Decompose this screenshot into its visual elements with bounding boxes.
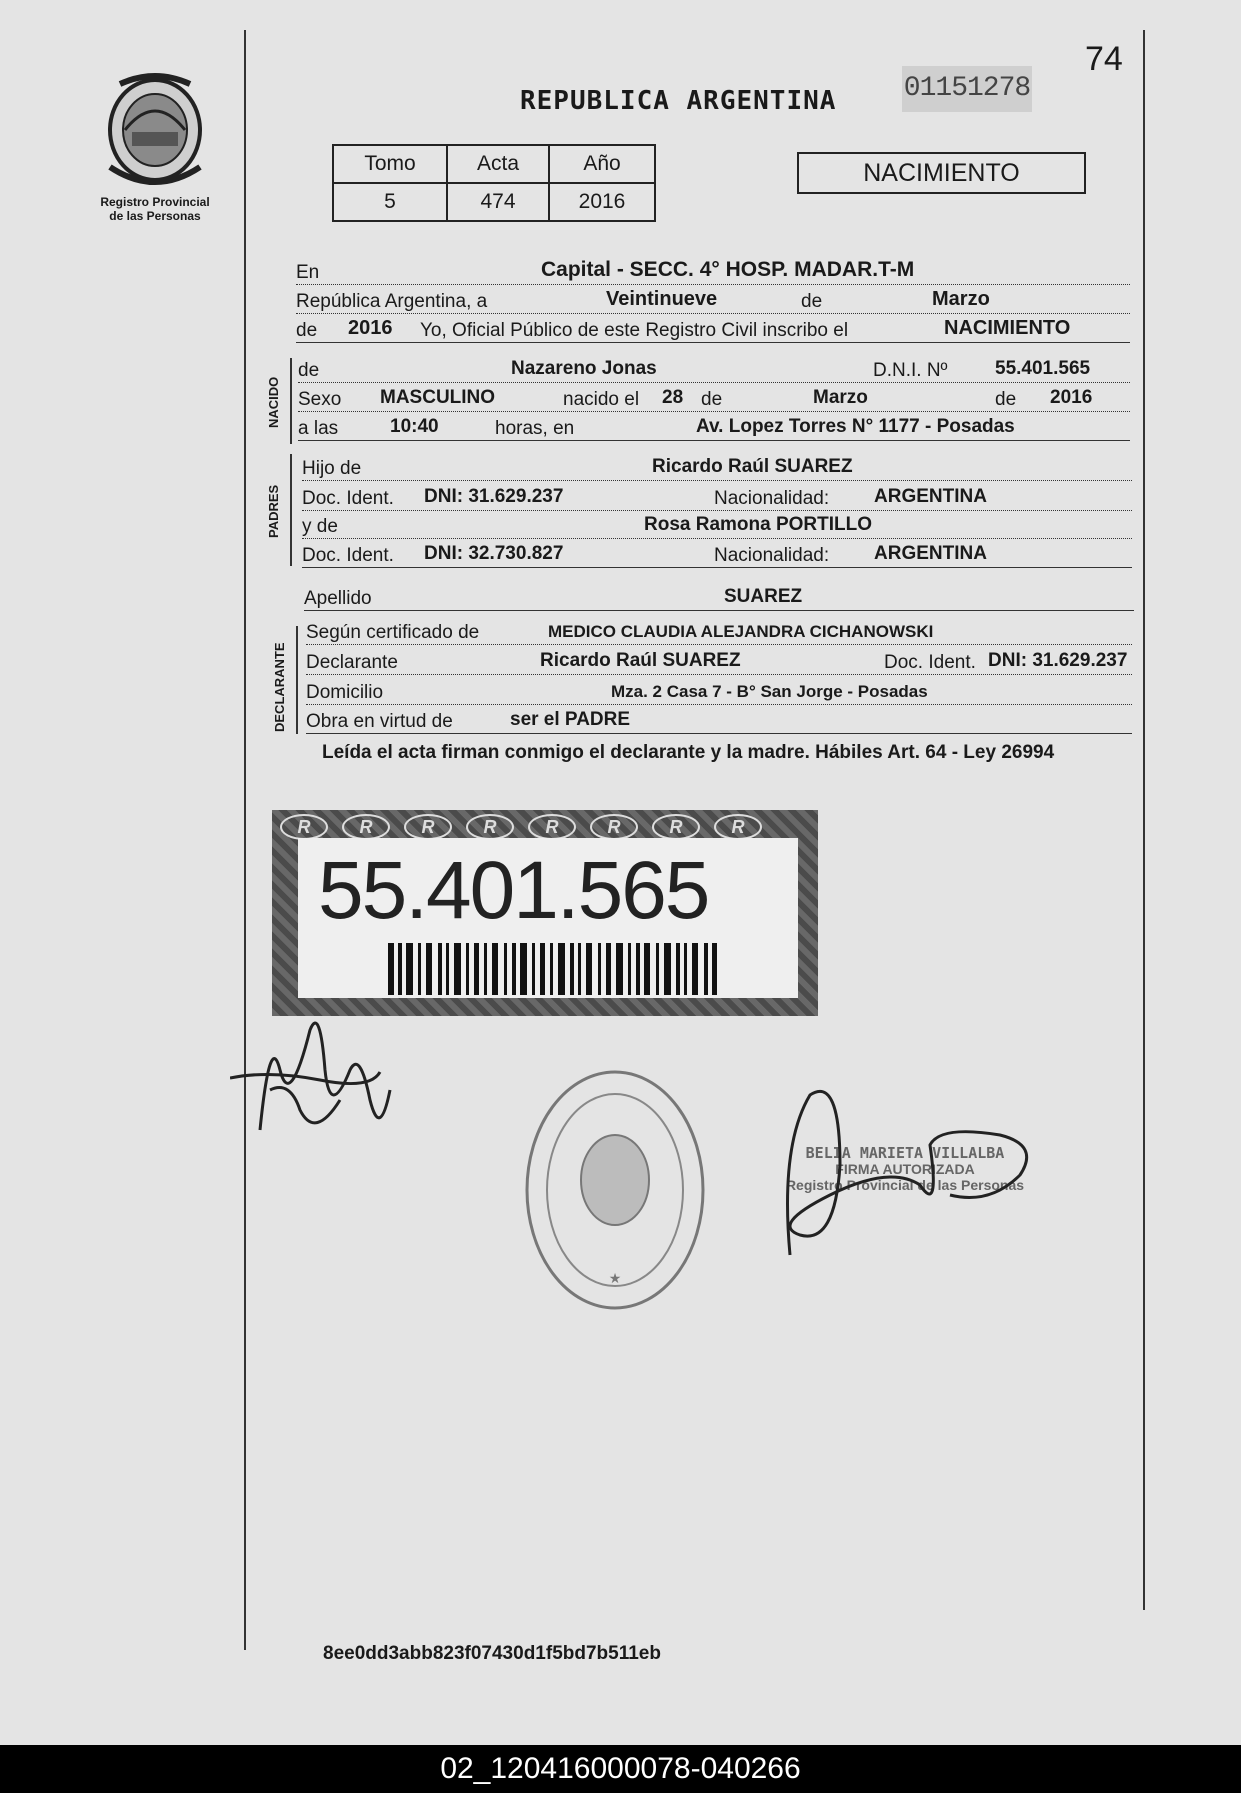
svg-text:★: ★ [608,1270,622,1286]
father-doc-line [302,484,1132,511]
mother-doc: DNI: 32.730.827 [424,543,564,564]
dni-sticker [272,810,818,1016]
declarant-name: Ricardo Raúl SUAREZ [540,650,741,671]
registration-day: Veintinueve [606,288,718,310]
hijo-de-label: Hijo de [302,458,362,479]
father-doc: DNI: 31.629.237 [424,486,564,507]
register-value-cell: 2016 [549,183,655,221]
birth-day: 28 [662,387,684,408]
nacido-section-bar [290,358,292,444]
register-value-row [333,183,655,221]
r-mark: R [466,814,514,840]
nacionalidad-label: Nacionalidad: [714,488,830,509]
register-header-cell: Acta [447,145,549,183]
registry-round-seal [520,1065,710,1315]
nacionalidad-label: Nacionalidad: [714,545,830,566]
r-mark: R [528,814,576,840]
misiones-crest-logo [100,72,210,192]
en-label: En [296,262,320,283]
country-label: República Argentina, a [296,291,488,312]
logo-caption-line-1: Registro Provincial [100,195,210,209]
serial-number-stamp: 01151278 [902,66,1032,112]
obra-value: ser el PADRE [510,709,631,730]
birth-time: 10:40 [390,416,439,437]
father-line [302,454,1132,481]
birth-place: Av. Lopez Torres N° 1177 - Posadas [696,416,1015,437]
registration-year: 2016 [348,317,393,339]
intro-official-line [296,316,1130,343]
logo-caption [80,195,230,223]
nacido-birth-line [298,385,1130,412]
r-mark: R [652,814,700,840]
register-table [332,144,656,222]
doc-ident-label: Doc. Ident. [302,545,394,566]
r-mark: R [280,814,328,840]
mother-doc-line [302,541,1132,568]
dni-card [298,838,798,998]
apellido-label: Apellido [304,588,372,609]
declarante-label: Declarante [306,652,398,673]
register-header-cell: Año [549,145,655,183]
doc-ident-label: Doc. Ident. [302,488,394,509]
page-number: 74 [1085,40,1123,78]
de-label: de [995,389,1017,410]
registration-month: Marzo [932,288,990,310]
nacido-place-line [298,414,1130,441]
act-type-value: NACIMIENTO [944,317,1071,339]
footer-id-bar: 02_120416000078-040266 [0,1745,1241,1793]
declarante-section-bar [296,626,298,734]
nacido-el-label: nacido el [563,389,640,410]
declarante-section-label: DECLARANTE [272,642,287,732]
register-value-cell: 474 [447,183,549,221]
de-label: de [701,389,723,410]
father-name: Ricardo Raúl SUAREZ [652,456,853,477]
r-mark: R [404,814,452,840]
y-de-label: y de [302,516,338,537]
birth-year: 2016 [1050,387,1093,408]
apellido-value: SUAREZ [724,586,803,607]
register-value-cell: 5 [333,183,447,221]
certificate-value: MEDICO CLAUDIA ALEJANDRA CICHANOWSKI [548,622,934,641]
dni-label: D.N.I. Nº [873,360,948,381]
official-text: Yo, Oficial Público de este Registro Civil inscribo el [420,320,849,341]
child-sex: MASCULINO [380,387,496,408]
right-margin-line [1143,30,1145,1610]
dni-sticker-number: 55.401.565 [318,845,709,936]
closing-statement: Leída el acta firman conmigo el declarante y la madre. Hábiles Art. 64 - Ley 26994 [322,742,1055,763]
horas-en-label: horas, en [495,418,575,439]
certificate-line [306,618,1132,645]
de-label: de [801,291,823,312]
padres-section-label: PADRES [266,484,281,538]
domicilio-line [306,678,1132,705]
domicilio-label: Domicilio [306,682,384,703]
apellido-line [304,584,1134,611]
birth-month: Marzo [813,387,868,408]
r-mark: R [714,814,762,840]
father-nationality: ARGENTINA [874,486,987,507]
registration-place: Capital - SECC. 4° HOSP. MADAR.T-M [541,258,915,281]
r-mark: R [342,814,390,840]
official-signature [770,1085,1050,1265]
year-prefix-label: de [296,320,318,341]
act-type-box: NACIMIENTO [797,152,1086,194]
child-name: Nazareno Jonas [511,358,657,379]
a-las-label: a las [298,418,339,439]
sexo-label: Sexo [298,389,342,410]
de-label: de [298,360,320,381]
padres-section-bar [290,454,292,566]
mother-name: Rosa Ramona PORTILLO [644,514,873,535]
barcode [388,943,718,995]
r-mark: R [590,814,638,840]
doc-ident-label: Doc. Ident. [884,652,976,673]
child-dni: 55.401.565 [995,358,1091,379]
mother-line [302,512,1132,539]
document-title: REPUBLICA ARGENTINA [520,86,837,116]
intro-date-line [296,287,1130,314]
declarant-doc: DNI: 31.629.237 [988,650,1128,671]
nacido-section-label: NACIDO [266,376,281,428]
left-margin-line [244,30,246,1650]
mother-nationality: ARGENTINA [874,543,987,564]
intro-place-line [296,258,1130,285]
nacido-name-line [298,356,1130,383]
register-header-row [333,145,655,183]
domicilio-value: Mza. 2 Casa 7 - B° San Jorge - Posadas [611,682,928,701]
certificado-label: Según certificado de [306,622,480,643]
obra-label: Obra en virtud de [306,711,453,732]
document-hash: 8ee0dd3abb823f07430d1f5bd7b511eb [323,1643,661,1664]
logo-caption-line-2: de las Personas [109,209,201,223]
official-office: Registro Provincial de las Personas [785,1177,1025,1193]
official-name: BELIA MARIETA VILLALBA [805,1144,1005,1162]
register-header-cell: Tomo [333,145,447,183]
official-title: FIRMA AUTORIZADA [835,1161,975,1177]
obra-line [306,707,1132,734]
declarant-line [306,648,1132,675]
declarant-signature [230,1010,400,1160]
